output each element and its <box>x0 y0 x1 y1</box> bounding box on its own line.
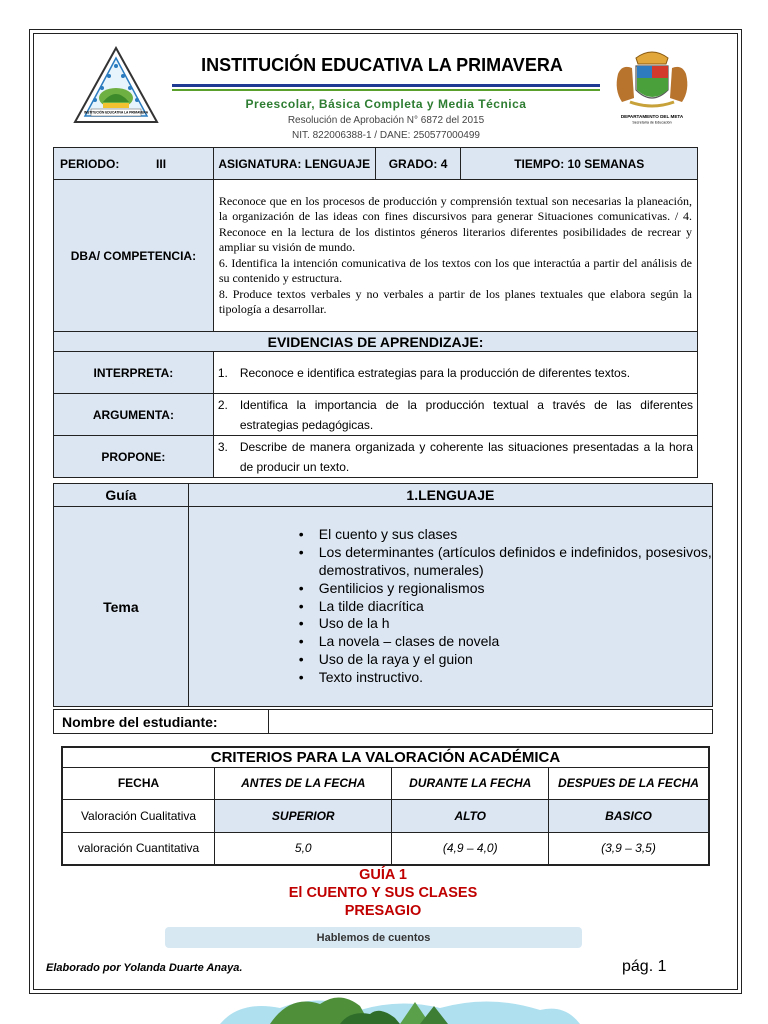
tema-list <box>189 526 712 686</box>
student-name-field[interactable] <box>268 710 712 734</box>
criterios-cell: BASICO <box>548 799 709 832</box>
list-item: • La novela – clases de novela <box>297 633 712 651</box>
evidencia-body: Describe de manera organizada y coherente las situaciones presentadas a la hora de producir un texto. <box>239 439 693 474</box>
tiempo-cell: TIEMPO: 10 SEMANAS <box>461 148 698 180</box>
dba-paragraph-1: Reconoce que en los procesos de producción y comprensión textual son necesarias la planeación, la organización de las ideas con fines discursivos para generar Situaciones comunicativas. / 4. Reconoce en la lectura de los distintos géneros literarios diferentes posibilidades de recrear y ampliar su visión de mundo. <box>218 193 692 254</box>
list-item: • El cuento y sus clases <box>297 526 712 544</box>
tema-content <box>188 507 712 707</box>
guia-label: Guía <box>54 484 189 507</box>
evidencia-row <box>54 436 698 478</box>
list-item: • Texto instructivo. <box>297 669 712 687</box>
table-row <box>62 832 709 865</box>
table-row <box>62 799 709 832</box>
header-rule-blue <box>172 84 600 87</box>
criterios-cell: (4,9 – 4,0) <box>392 832 549 865</box>
periodo-label: PERIODO: <box>60 156 120 171</box>
periodo-cell <box>54 148 214 180</box>
department-seal-icon <box>608 44 696 126</box>
tema-row <box>54 507 713 707</box>
guide-number: GUÍA 1 <box>359 867 407 883</box>
svg-text:Secretaría de Educación: Secretaría de Educación <box>632 120 672 125</box>
criterios-header-cell: ANTES DE LA FECHA <box>215 767 392 799</box>
page-number: pág. 1 <box>622 958 667 975</box>
asignatura-cell: ASIGNATURA: LENGUAJE <box>213 148 375 180</box>
grado-cell: GRADO: 4 <box>375 148 461 180</box>
criterios-header-row <box>62 767 709 799</box>
list-item: • Uso de la h <box>297 615 712 633</box>
evidencia-number: 2. <box>217 397 228 412</box>
evidencia-label: PROPONE: <box>54 436 214 478</box>
criterios-title: CRITERIOS PARA LA VALORACIÓN ACADÉMICA <box>62 747 709 767</box>
guia-table <box>53 483 713 707</box>
dba-label: DBA/ COMPETENCIA: <box>54 180 214 332</box>
criterios-cell: Valoración Cualitativa <box>62 799 215 832</box>
svg-text:INSTITUCIÓN EDUCATIVA LA PRIMA: INSTITUCIÓN EDUCATIVA LA PRIMAVERA <box>83 110 149 115</box>
tema-label: Tema <box>54 507 189 707</box>
evidencia-label: ARGUMENTA: <box>54 394 214 436</box>
dba-text <box>213 180 697 332</box>
evidencia-row <box>54 394 698 436</box>
guide-title: El CUENTO Y SUS CLASES <box>288 885 478 901</box>
landscape-illustration-icon <box>220 990 580 1024</box>
evidencias-title-row <box>54 332 698 352</box>
evidencia-label: INTERPRETA: <box>54 352 214 394</box>
guia-value: 1.LENGUAJE <box>188 484 712 507</box>
section-bar: Hablemos de cuentos <box>165 927 582 948</box>
criterios-cell: 5,0 <box>215 832 392 865</box>
evidencia-body: Identifica la importancia de la producción textual a través de las diferentes estrategias pedagógicas. <box>239 397 693 432</box>
list-item: • Gentilicios y regionalismos <box>297 580 712 598</box>
list-item: • La tilde diacrítica <box>297 598 712 616</box>
criterios-cell: SUPERIOR <box>215 799 392 832</box>
evidencia-text <box>213 352 697 394</box>
institution-subtitle: Preescolar, Básica Completa y Media Técnica <box>245 97 527 111</box>
evidencia-text <box>213 436 697 478</box>
resolution-text: Resolución de Aprobación N° 6872 del 2015 <box>287 115 485 126</box>
dba-row <box>54 180 698 332</box>
dba-paragraph-2: 6. Identifica la intención comunicativa de los textos con los que interactúa a partir del análisis de su contenido y estructura. <box>218 255 692 285</box>
list-item: • Uso de la raya y el guion <box>297 651 712 669</box>
evidencia-row <box>54 352 698 394</box>
evidencia-body: Reconoce e identifica estrategias para la producción de diferentes textos. <box>239 365 631 380</box>
guia-header-row <box>54 484 713 507</box>
svg-text:DEPARTAMENTO DEL META: DEPARTAMENTO DEL META <box>620 114 684 119</box>
evidencias-title: EVIDENCIAS DE APRENDIZAJE: <box>54 332 698 352</box>
criterios-header-cell: DESPUES DE LA FECHA <box>548 767 709 799</box>
school-logo-icon <box>73 46 159 124</box>
nit-text: NIT. 822006388-1 / DANE: 250577000499 <box>292 130 480 141</box>
institution-title: INSTITUCIÓN EDUCATIVA LA PRIMAVERA <box>201 55 563 75</box>
criterios-cell: valoración Cuantitativa <box>62 832 215 865</box>
criterios-title-row <box>62 747 709 767</box>
criterios-cell: ALTO <box>392 799 549 832</box>
student-name-table <box>53 709 713 734</box>
course-info-table <box>53 147 698 478</box>
list-item: • Los determinantes (artículos definidos e indefinidos, posesivos, demostrativos, numerales) <box>297 544 712 580</box>
evidencia-text <box>213 394 697 436</box>
author-credit: Elaborado por Yolanda Duarte Anaya. <box>46 962 243 974</box>
criterios-table <box>61 746 710 866</box>
criterios-header-cell: FECHA <box>62 767 215 799</box>
evidencia-number: 1. <box>217 365 228 380</box>
periodo-value: III <box>156 156 167 171</box>
header-rule-green <box>172 89 600 91</box>
course-info-header-row <box>54 148 698 180</box>
evidencia-number: 3. <box>217 439 228 454</box>
dba-paragraph-3: 8. Produce textos verbales y no verbales a partir de los planes textuales que elabora según la tipología a desarrollar. <box>218 286 692 316</box>
criterios-cell: (3,9 – 3,5) <box>548 832 709 865</box>
student-name-label: Nombre del estudiante: <box>54 710 269 734</box>
guide-subtitle: PRESAGIO <box>344 903 422 919</box>
criterios-header-cell: DURANTE LA FECHA <box>392 767 549 799</box>
